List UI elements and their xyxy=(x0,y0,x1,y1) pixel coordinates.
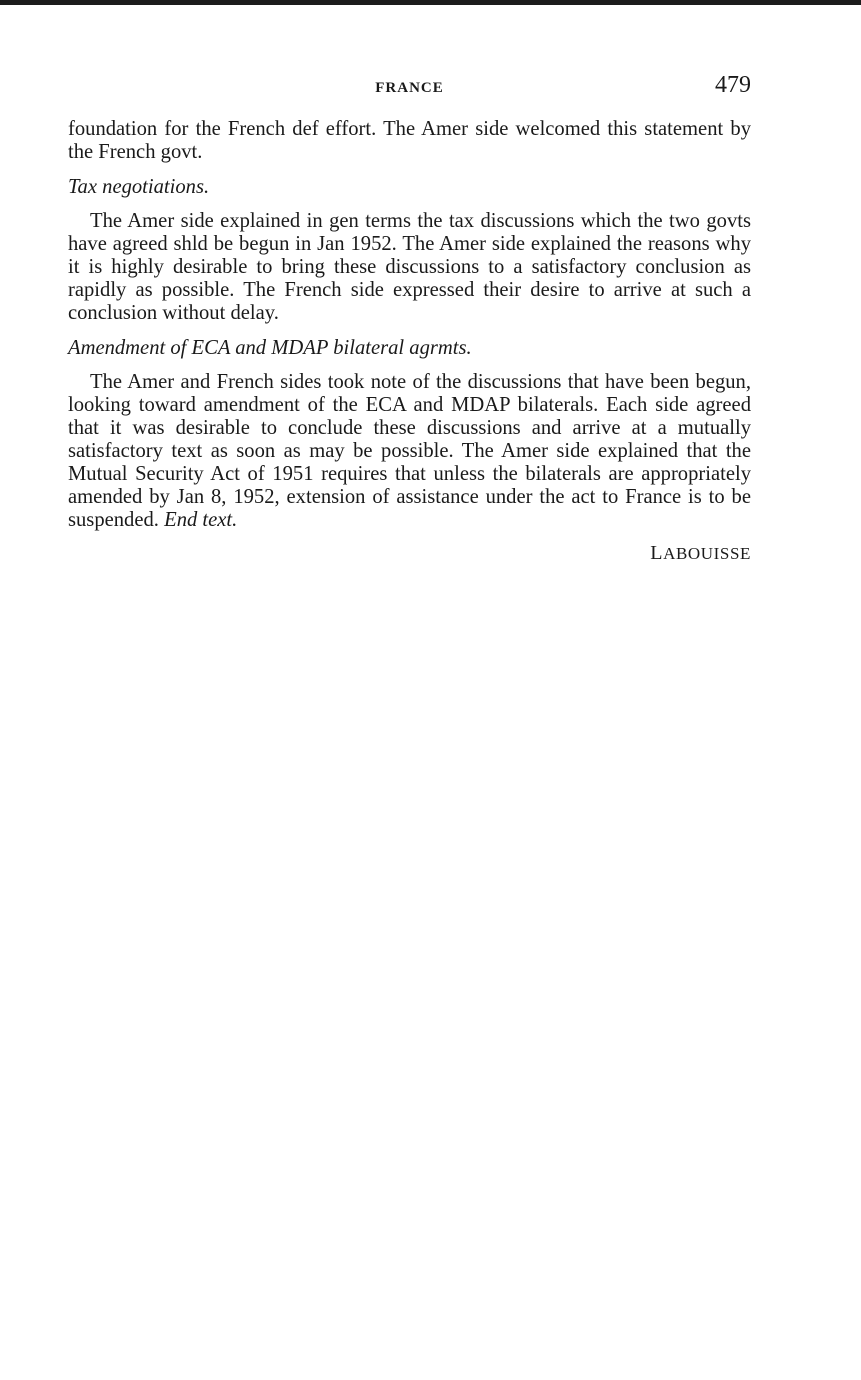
amendment-paragraph xyxy=(68,371,751,532)
tax-negotiations-paragraph: The Amer side explained in gen terms the tax discussions which the two govts have agreed shld be begun in Jan 1952. The Amer side explained the reasons why it is highly desirable to bring these discussions to a satisfactory conclusion as rapidly as possible. The French side expressed their desire to arrive at such a conclusion without delay. xyxy=(68,210,751,324)
tax-negotiations-heading: Tax negotiations. xyxy=(68,176,210,198)
amendment-text: The Amer and French sides took note of the discussions that have been begun, looking toward amendment of the ECA and MDAP bilaterals. Each side agreed that it was desirable to conclude these discussions and arrive at a mutually satisfactory text as soon as may be possible. The Amer side explained that the Mutual Security Act of 1951 requires that unless the bilaterals are appropriately amended by Jan 8, 1952, extension of assistance under the act to France is to be suspended. xyxy=(68,371,751,531)
running-head xyxy=(68,72,751,106)
signature-initial: L xyxy=(650,542,664,564)
end-text-marker: End text. xyxy=(164,509,238,531)
top-rule xyxy=(0,0,861,5)
signature xyxy=(68,542,751,565)
amendment-heading: Amendment of ECA and MDAP bilateral agrmts. xyxy=(68,337,472,359)
intro-paragraph: foundation for the French def effort. The Amer side welcomed this statement by the French govt. xyxy=(68,118,751,163)
signature-rest: ABOUISSE xyxy=(663,544,751,563)
page-number: 479 xyxy=(715,72,751,98)
document-body xyxy=(68,118,751,565)
running-title: FRANCE xyxy=(375,80,444,96)
